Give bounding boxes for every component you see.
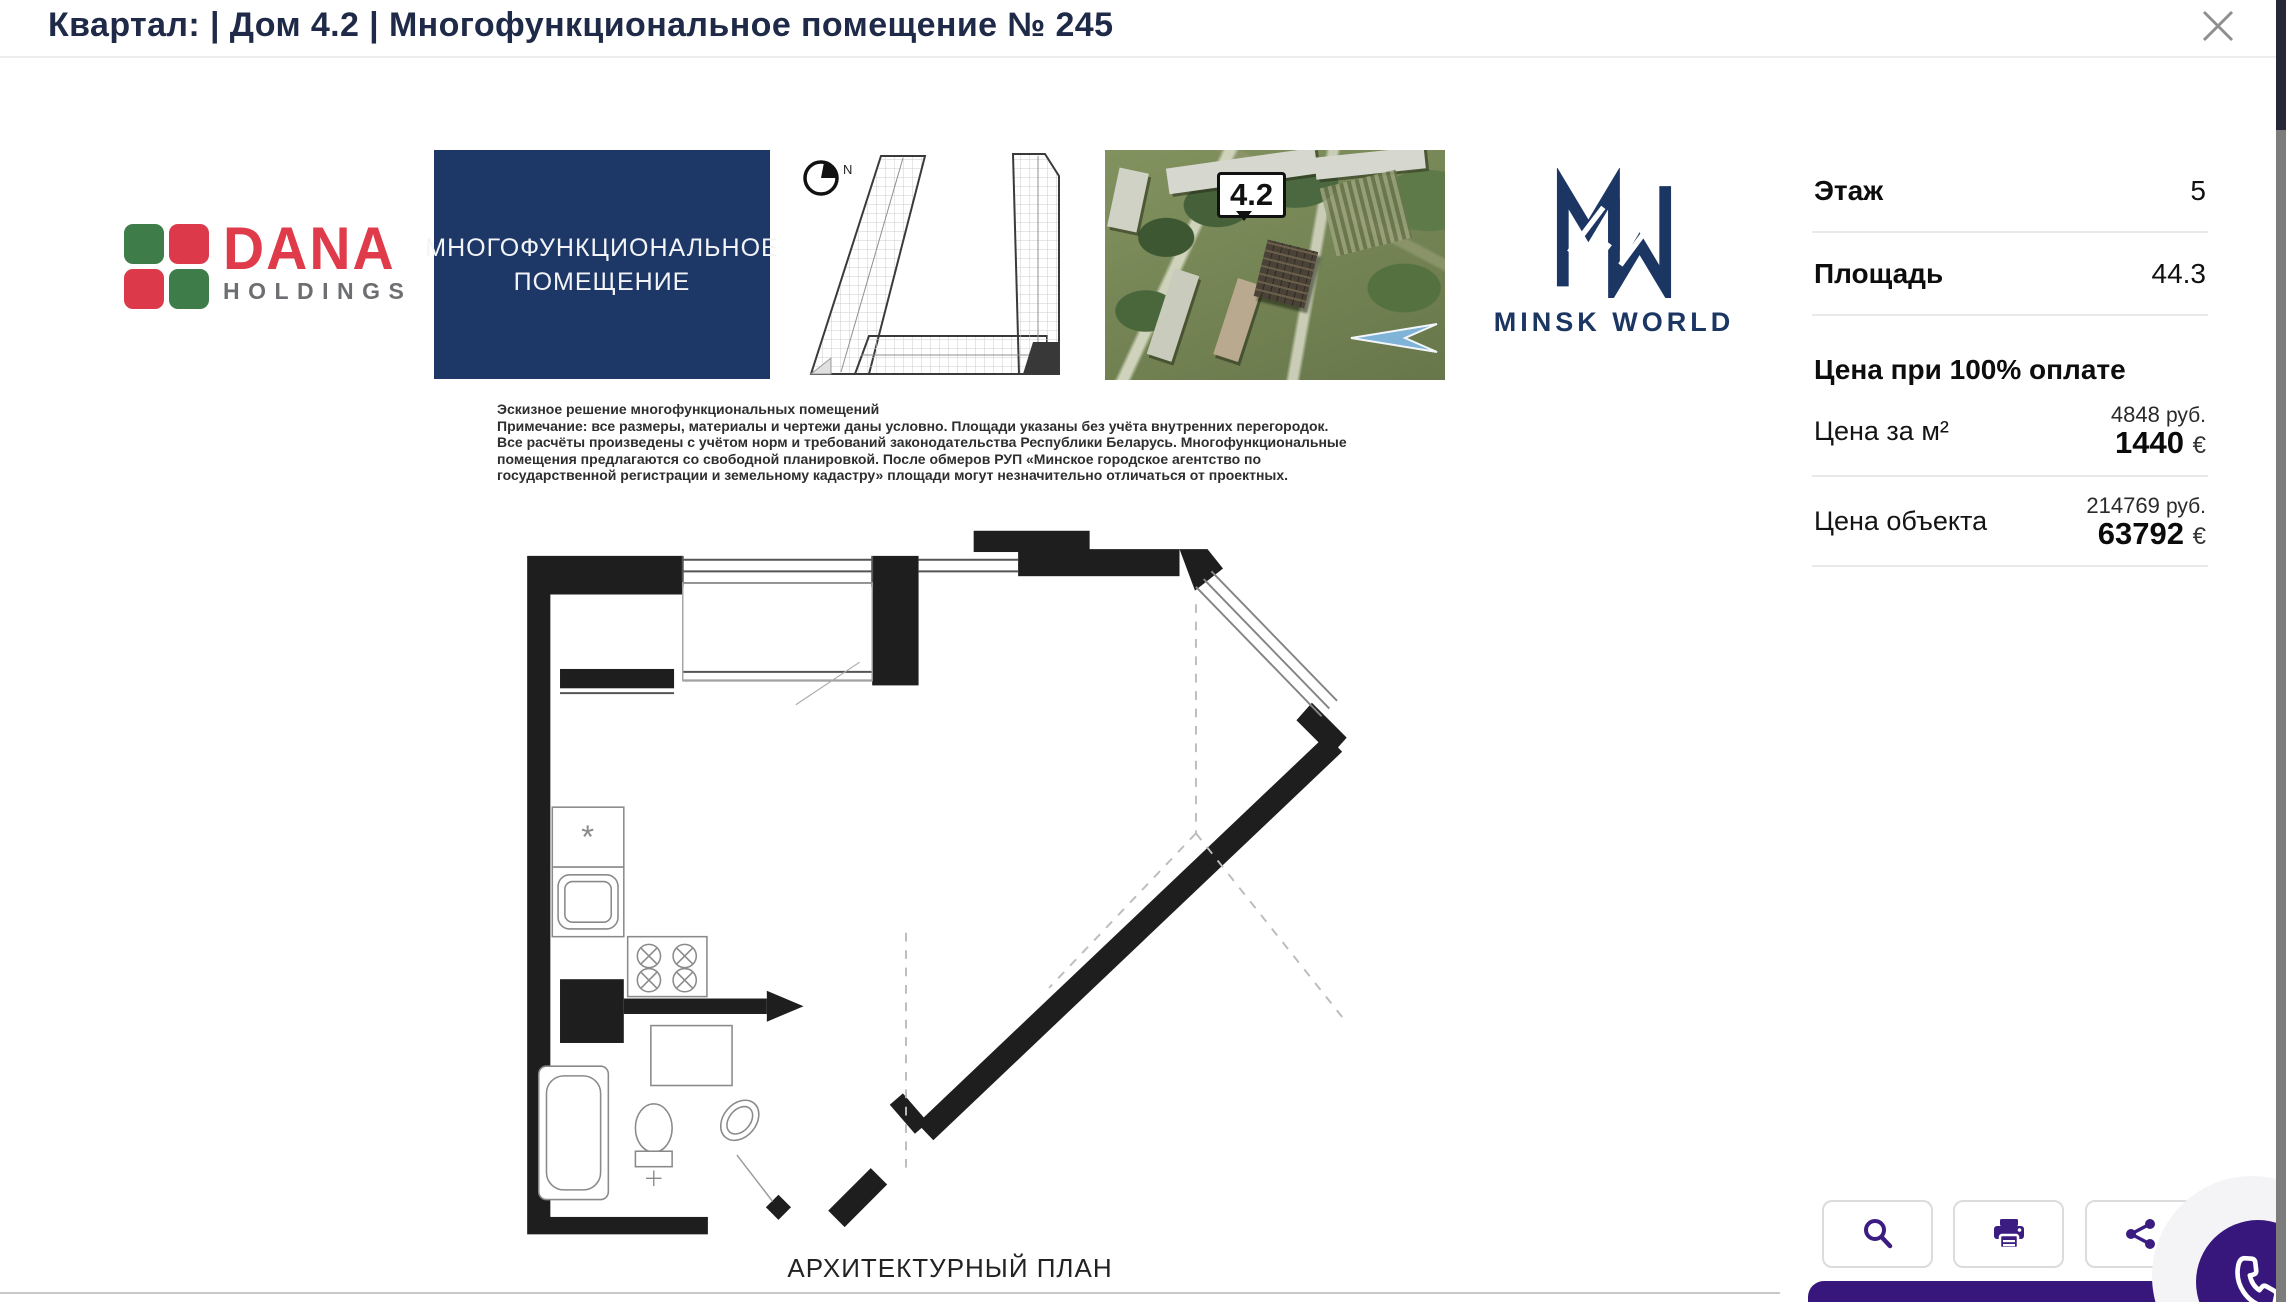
dana-squares-icon bbox=[124, 224, 209, 309]
building-outline-drawing bbox=[795, 150, 1087, 380]
eur-unit: € bbox=[2192, 432, 2206, 460]
dana-holdings-logo bbox=[124, 215, 413, 309]
scrollbar-thumb[interactable] bbox=[2276, 0, 2286, 130]
aerial-photo bbox=[1105, 150, 1445, 380]
minsk-world-name: MINSK WORLD bbox=[1493, 307, 1735, 337]
disclaimer-line: Все расчёты произведены с учётом норм и требований законодательства Республики Беларусь. Многофункциональные bbox=[497, 434, 1347, 450]
price-total-row bbox=[1812, 477, 2208, 568]
rub-unit: руб. bbox=[2165, 494, 2206, 518]
pointer-arrow-icon bbox=[1347, 322, 1439, 354]
photo-parking-lot bbox=[1320, 170, 1413, 257]
photo-building-block bbox=[1107, 168, 1149, 233]
price-per-m2-label: Цена за м² bbox=[1814, 415, 1949, 446]
print-button[interactable] bbox=[1953, 1200, 2064, 1268]
dana-name: DANA bbox=[223, 215, 396, 283]
floor-label: Этаж bbox=[1814, 175, 1884, 206]
price-heading: Цена при 100% оплате bbox=[1814, 354, 2126, 385]
page-title: Квартал: | Дом 4.2 | Многофункциональное помещение № 245 bbox=[48, 6, 1114, 44]
property-type-line2: ПОМЕЩЕНИЕ bbox=[513, 267, 691, 296]
disclaimer-line: Эскизное решение многофункциональных помещений bbox=[497, 401, 880, 417]
property-type-line1: МНОГОФУНКЦИОНАЛЬНОЕ bbox=[425, 233, 779, 262]
disclaimer-line: государственной регистрации и земельному кадастру» площади могут незначительно отличаться от проектных. bbox=[497, 467, 1289, 483]
modal-header bbox=[0, 0, 2276, 58]
dana-subtitle: HOLDINGS bbox=[223, 278, 413, 304]
floor-plan-drawing bbox=[505, 524, 1365, 1244]
price-total-label: Цена объекта bbox=[1814, 506, 1988, 537]
disclaimer-line: Примечание: все размеры, материалы и чертежи даны условно. Площади указаны без учёта внутренних перегородок. bbox=[497, 417, 1329, 434]
plan-caption: АРХИТЕКТУРНЫЙ ПЛАН bbox=[787, 1253, 1113, 1283]
close-icon bbox=[2196, 4, 2240, 48]
area-label: Площадь bbox=[1814, 258, 1944, 289]
rub-unit: руб. bbox=[2165, 404, 2206, 427]
area-value: 44.3 bbox=[2151, 258, 2206, 289]
disclaimer-line: помещения предлагаются со свободной планировкой. После обмеров РУП «Минское городское агентство по bbox=[497, 450, 1262, 467]
building-number-badge: 4.2 bbox=[1217, 172, 1286, 218]
floor-row bbox=[1812, 150, 2208, 233]
zoom-button[interactable] bbox=[1822, 1200, 1933, 1268]
minsk-world-logo bbox=[1484, 168, 1744, 368]
fridge-symbol: * bbox=[581, 817, 595, 855]
apartment-floor-plan bbox=[505, 524, 1365, 1244]
price-total-rub: 214769 bbox=[2086, 492, 2160, 518]
floor-value: 5 bbox=[2190, 175, 2206, 206]
disclaimer-text bbox=[497, 401, 1417, 484]
search-icon bbox=[1861, 1217, 1895, 1251]
close-button[interactable] bbox=[2196, 4, 2240, 48]
share-icon bbox=[2124, 1217, 2158, 1251]
eur-unit: € bbox=[2192, 522, 2206, 550]
price-per-m2-rub: 4848 bbox=[2110, 402, 2160, 427]
mw-monogram-icon bbox=[1550, 168, 1678, 298]
photo-building-block bbox=[1147, 268, 1200, 362]
area-row bbox=[1812, 233, 2208, 316]
price-per-m2-row bbox=[1812, 386, 2208, 477]
printer-icon bbox=[1991, 1217, 2027, 1251]
price-total-eur: 63792 bbox=[2097, 515, 2185, 551]
toilet bbox=[635, 1104, 672, 1152]
vertical-scrollbar[interactable] bbox=[2276, 0, 2286, 1302]
property-type-banner bbox=[425, 150, 779, 379]
price-per-m2-eur: 1440 bbox=[2115, 425, 2185, 461]
unit-details-panel bbox=[1812, 150, 2208, 567]
bottom-divider bbox=[0, 1292, 1780, 1294]
compass-icon bbox=[805, 162, 837, 194]
building-overview-plan bbox=[795, 150, 1087, 380]
photo-highlighted-building bbox=[1254, 240, 1318, 309]
compass-north-label: N bbox=[843, 162, 853, 177]
